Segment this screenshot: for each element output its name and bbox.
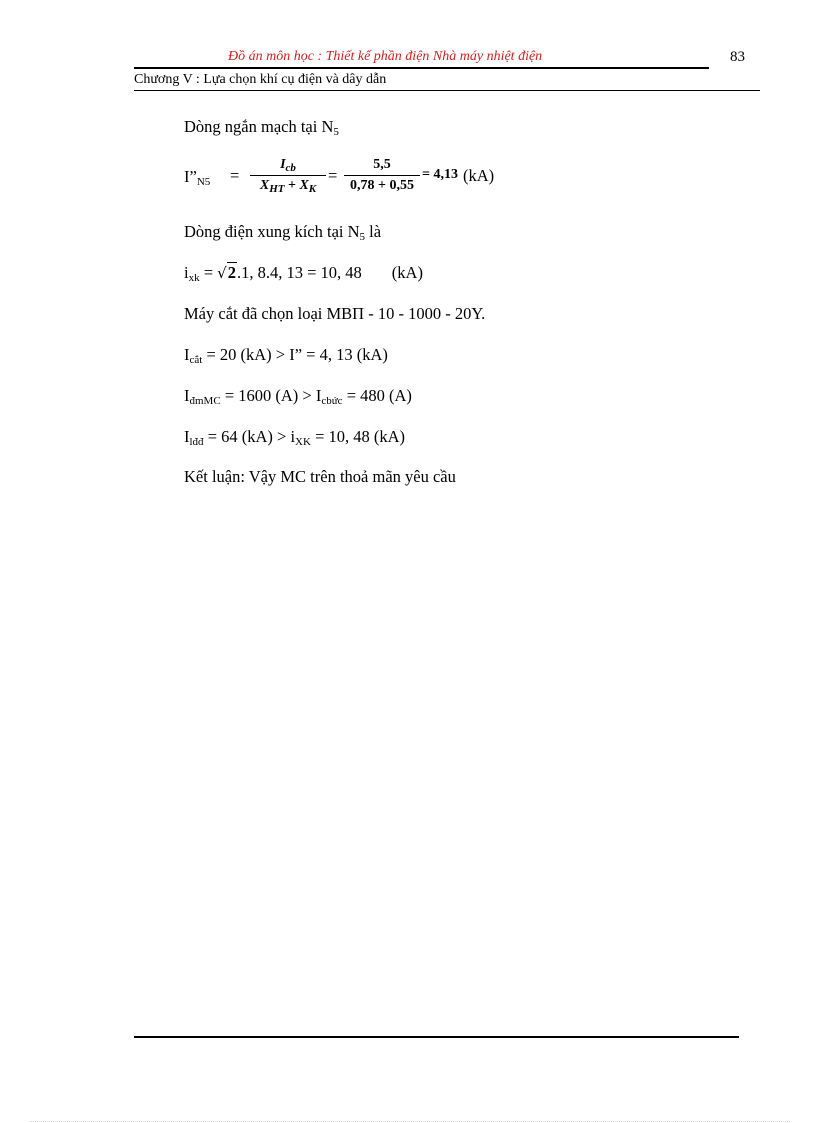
impulse-current-formula: $i_{xk} = √2.1$, 8.4, 13 = 10, 48 (kA) xyxy=(184,263,423,284)
short-circuit-formula xyxy=(184,157,544,201)
dynamic-stability-check: $I_{lđđ} = 64$ $(kA) > i_{XK} = 10$, 48 (kA) xyxy=(184,427,406,448)
numeric-denominator: 0,78 + 0,55 xyxy=(350,178,414,193)
page-edge-dotted-line xyxy=(30,1121,790,1122)
chapter-rule xyxy=(134,90,760,91)
rated-current-check: $I_{đmMC} = 1600$ $(A) > I_{cbức} = 480$ (A) xyxy=(184,386,412,407)
header-rule xyxy=(134,67,709,69)
fraction-numerator: $I_{cb}$ xyxy=(280,157,296,174)
impulse-current-heading: Dòng điện xung kích tại $N_5$ là xyxy=(184,222,382,243)
formula-lhs: $I”_{N5}$ xyxy=(184,167,211,188)
formula-equals-1: = xyxy=(230,166,240,185)
footer-rule xyxy=(134,1036,739,1038)
document-header-title: Đồ án môn học : Thiết kế phần điện Nhà máy nhiệt điện xyxy=(228,49,543,64)
short-circuit-heading: Dòng ngắn mạch tại $N_5$ xyxy=(184,117,339,138)
formula-unit: (kA) xyxy=(463,166,495,185)
fraction-current-over-reactance xyxy=(250,157,326,194)
breaker-type-line: Máy cắt đã chọn loại MBП - 10 - 1000 - 20Y. xyxy=(184,304,486,323)
formula-equals-2: = xyxy=(328,166,338,185)
sqrt-symbol: √ xyxy=(217,264,227,282)
formula-result: = 4,13 xyxy=(422,167,458,182)
breaking-current-check: $I_{cắt} = 20$ (kA) > I” = 4, 13 (kA) xyxy=(184,345,388,366)
conclusion-line: Kết luận: Vậy MC trên thoả mãn yêu cầu xyxy=(184,467,456,486)
fraction-numeric xyxy=(344,157,420,194)
fraction-denominator: $X_{HT} + X_K$ xyxy=(259,178,317,195)
page-number: 83 xyxy=(730,49,745,65)
numeric-numerator: 5,5 xyxy=(373,157,391,172)
chapter-heading: Chương V : Lựa chọn khí cụ điện và dây dẫn xyxy=(134,72,387,87)
